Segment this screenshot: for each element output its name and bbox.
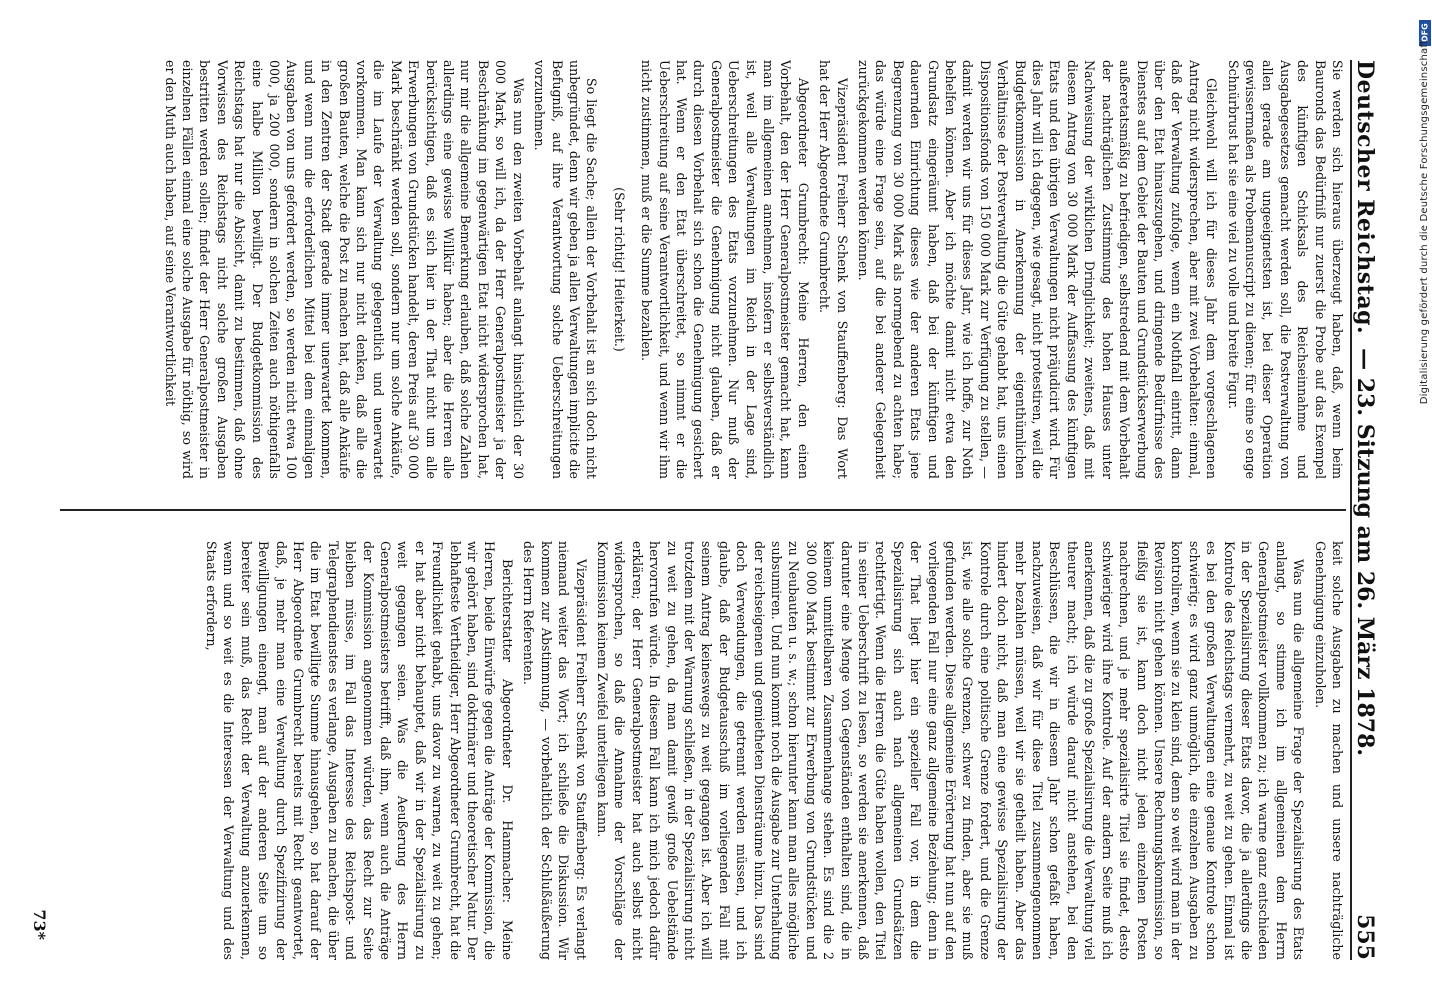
paragraph: Vizepräsident Freiherr Schenk von Stauffenberg: Es verlangt niemand weiter das Wort; ich schließe die Diskussion. Wir kommen zur Abstimmung, — vorbehaltlich der Schlußäußerung des Herrn Referenten. (521, 541, 589, 960)
column-right (60, 541, 1346, 960)
paragraph: Sie werden sich hieraus überzeugt haben, daß, wenn beim Bauronds das Bedürfniß nur zuerst die Probe auf das Exempel des künftigen Schicksals des Reichseinnahme und Ausgabegesetzes gemacht werden soll, die Postverwaltung von allen gerade am ungeeignetsten ist, bei dieser Operation gewissermaßen als Probemanuscript zu dienen; für eine so enge Schnürbrust hat sie eine viel zu volle und breite Figur. (1225, 60, 1345, 479)
paragraph: (Sehr richtig! Heiterkeit.) (611, 187, 627, 352)
page-number: 555 (1352, 914, 1378, 960)
header-session: — 23. Sitzung am 26. März 1878. (1352, 348, 1378, 757)
paragraph: Was nun den zweiten Vorbehalt anlangt hinsichtlich der 30 000 Mark, so will ich, da der Herr Generalpostmeister ja der Beschränkung im gegenwärtigen Etat nicht widersprochen hat, nur mir die allgemeine Bemerkung erlauben, daß solche Zahlen allerdings eine gewisse Willkür haben; aber die Herren alle berücksichtigen, daß es sich hier in der That nicht um alle Erwerbungen von Grundstücken handelt, deren Preis auf 30 000 Mark beschränkt werden soll, sondern nur um solche Ankäufe, die im Laufe der Verwaltung gelegentlich und unerwartet vorkommen. Man kann sich nur nicht denken, daß alle die großen Bauten, welche die Post zu machen hat, daß alle Ankäufe in den Zentren der Stadt gerade immer unerwartet kommen, und wenn nun die erforderlichen Mittel bei dem einmaligen Ausgaben von uns gefordert werden, so werden nicht etwa 100 000, ja 200 000, sondern in solchen Zeiten auch nöthigenfalls eine halbe Million bewilligt. Der Budgetkommission des Reichstags hat nur die Absicht, damit zu bestimmen, daß ohne Vorwissen des Reichstags nicht solche großen Ausgaben bestritten werden sollen; findet der Herr Generalpostmeister in einzelnen Fällen einmal eine solche Ausgabe für nöthig, so wird er den Muth auch haben, auf seine Verantwortlichkeit (162, 60, 526, 479)
paragraph: keit solche Ausgaben zu machen und unsere nachträgliche Genehmigung einzuholen. (1312, 541, 1345, 960)
funding-notice: Digitalisierung gefördert durch die Deutsche Forschungsgemeinschaft (1419, 40, 1430, 405)
paragraph: Was nun die allgemeine Frage der Spezialisirung des Etats anlangt, so stimme ich im allgemeinen dem Herrn Generalpostmeister vollkommen zu; ich warne ganz entschieden in der Spezialisirung dieser Etats davor, die ja allerdings die Kontrole des Reichstags vermehrt, zu weit zu gehen. Einmal ist es bei den großen Verwaltungen eine genaue Kontrole schon schwierig; es wird ganz unmöglich, die einzelnen Ausgaben zu kontroliren, wenn sie zu klein sind, denn so weit wird man in der Revision nicht gehen können. Unsere Rechnungskommission, so fleißig sie ist, kann doch nicht jeden einzelnen Posten nachrechnen, und je mehr spezialisirte Titel sie findet, desto schwieriger wird ihre Kontrole. Auf der andern Seite muß ich anerkennen, daß die zu große Spezialisirung die Verwaltung viel theurer macht; ich würde darauf nicht anstehen, bei den Beschlüssen, die wir in diesem Jahr schon gefaßt haben, nachzuweisen, daß wir für diese Titel zusammengenommen mehr bezahlen müssen, weil wir sie getheilt haben. Aber das hindert doch nicht, daß man eine gewisse Spezialisirung der Kontrole durch eine politische Grenze fordert, und die Grenze ist, wie alle solche Grenzen, schwer zu finden, aber sie muß gefunden werden. Diese allgemeine Erörterung hat nun auf den vorliegenden Fall nur eine ganz allgemeine Beziehung; denn in der That liegt hier ein spezieller Fall vor, in dem die Spezialisirung sich auch nach allgemeinen Grundsätzen rechtfertigt. Wenn die Herren die Güte haben wollen, den Titel in seiner Ueberschrift zu lesen, so werden sie anerkennen, daß darunter eine Menge von Gegenständen enthalten sind, die in keinem unmittelbaren Zusammenhange stehen. Es sind die 2 300 000 Mark bestimmt zur Erwerbung von Grundstücken und zu Neubauten u. s. w.; schon hierunter kann man alles mögliche subsumiren. Und nun kommt noch die Ausgabe zur Unterhaltung der reichseigenen und gemietheten Diensträume hinzu. Das sind doch Verwendungen, die getrennt werden müssen, und ich glaube, daß der Budgetausschuß im vorliegenden Fall mit seinem Antrag keineswegs zu weit gegangen ist. Aber ich will trotzdem mit der Warnung schließen, in der Spezialisirung nicht zu weit zu gehen, da man damit gewiß große Uebelstände hervorrufen würde. In diesem Fall kann ich mich jedoch dafür erklären; der Herr Generalpostmeister hat auch selbst nicht widersprochen, so daß die Annahme der Vorschläge der Kommission keinem Zweifel unterliegen kann. (594, 541, 1307, 960)
paragraph: So liegt die Sache; allein der Vorbehalt ist an sich doch nicht unbegründet, denn wir geben ja allen Verwaltungen implicite die Befugniß, auf ihre Verantwortung solche Ueberschreitungen vorzunehmen. (532, 60, 600, 479)
paragraph: Abgeordneter Grumbrecht: Meine Herren, den einen Vorbehalt, den der Herr Generalpostmeister gemacht hat, kann man im allgemeinen annehmen, insofern er selbstverständlich ist, weil alle Verwaltungen im Reich in der Lage sind, Ueberschreitungen des Etats vorzunehmen. Nur muß der Generalpostmeister die Genehmigung nicht glauben, daß er durch diesen Vorbehalt sich schon die Genehmigung gesichert hat. Wenn er den Etat überschreitet, so nimmt er die Ueberschreitung auf seine Verantwortlichkeit, und wenn wir ihm nicht zustimmen, muß er die Summe bezahlen. (639, 60, 811, 479)
side-strip (1416, 0, 1432, 1000)
column-left (60, 60, 1346, 479)
header-title: Deutscher Reichstag. (1352, 60, 1378, 335)
dfg-logo: DFG (1419, 20, 1431, 46)
page-header (1350, 60, 1392, 960)
paragraph: Gleichwohl will ich für dieses Jahr dem vorgeschlagenen Antrag nicht widersprechen, aber mit zwei Vorbehalten: einmal, daß der Verwaltung zufolge, wenn ein Nothfall eintritt, dann über den Etat hinauszugehen, und dringende Bedürfnisse des Dienstes auf dem Gebiet der Bauten und Grundstückserwerbung außeretatsmäßig zu befriedigen, selbstredend mit dem Vorbehalt der nachträglichen Zustimmung des hohen Hauses unter Nachweisung der wirklichen Dringlichkeit; zweitens, daß mit diesem Antrag von 30 000 Mark der Auffassung des künftigen Etats und den übrigen Verwaltungen nicht präjudicirt wird. Für dies Jahr will ich dagegen, wie gesagt, nicht protestiren, weil die Budgetkommission in Anerkennung der eigenthümlichen Verhältnisse der Postverwaltung die Güte gehabt hat, uns einen Dispositionsfonds von 150 000 Mark zur Verfügung zu stellen, — damit werden wir uns für dieses Jahr, wie ich hoffe, zur Noth behelfen können. Aber ich möchte damit nicht etwa den Grundsatz eingeräumt haben, daß bei der künftigen und dauernden Einrichtung dieses wie der anderen Etats jene Begrenzung von 30 000 Mark als normgebend zu achten habe; das würde eine Frage sein, auf die bei anderer Gelegenheit zurückgekommen werden können. (856, 60, 1220, 479)
paragraph: Vizepräsident Freiherr Schenk von Stauffenberg: Das Wort hat der Herr Abgeordnete Grumbrecht. (817, 60, 850, 479)
text-columns (60, 60, 1346, 960)
paragraph: Berichterstatter Abgeordneter Dr. Hammacher: Meine Herren, beide Einwürfe gegen die Anträge der Kommission, die wir gehört haben, sind doktrinärer und theoretischer Natur. Der lebhafteste Vertheidiger, Herr Abgeordneter Grumbrecht, hat die Freundlichkeit gehabt, uns davor zu warnen, zu weit zu gehen; er hat aber nicht behauptet, daß wir in der Spezialisirung zu weit gegangen seien. Was die Aeußerung des Herrn Generalpostmeisters betrifft, daß ihm, wenn auch die Anträge der Kommission angenommen würden, das Recht zur Seite bleiben müsse, im Fall das Interesse des Reichspost- und Telegraphendienstes es verlange, Ausgaben zu machen, die über die im Etat bewilligte Summe hinausgehen, so hat darauf der Herr Abgeordnete Grumbrecht bereits mit Recht geantwortet, daß, je mehr man eine Verwaltung durch Spezifizirung der Bewilligungen einengt, man auf der anderen Seite um so bereiter sein muß, das Recht der Verwaltung anzuerkennen, wenn und so weit es die Interessen der Verwaltung und des Staats erfordern, (204, 541, 515, 960)
column-divider (60, 509, 1346, 511)
signature-mark: 73* (30, 909, 49, 940)
